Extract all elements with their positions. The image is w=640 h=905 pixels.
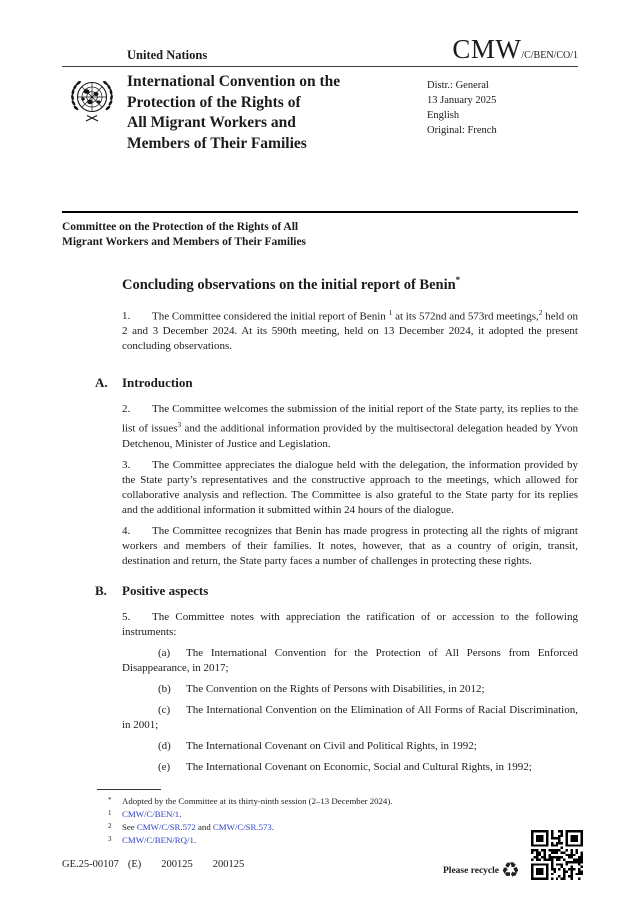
- paragraph-2: 2. The Committee welcomes the submission of the initial report of the State party, its replies to the list of issues$^3$ and the additional information provided by the multisectoral delegation headed by Yvon Detchenou, Minister of Justice and Legislation.: [122, 403, 578, 451]
- document-footer-id: [62, 859, 244, 870]
- footer-code: 200125: [212, 859, 245, 870]
- document-symbol-suffix: /C/BEN/CO/1: [521, 50, 578, 61]
- footnote-2: $^2$ See CMW/C/SR.572 and CMW/C/SR.573.: [108, 822, 275, 832]
- footnote-marker: 2: [108, 822, 112, 830]
- footnote-marker: 1: [108, 809, 112, 817]
- footnote-ref-3: 3: [177, 420, 182, 430]
- footnote-doc-link[interactable]: CMW/C/BEN/1: [122, 809, 180, 819]
- list-item-d: (d) The International Covenant on Civil and Political Rights, in 1992;: [158, 740, 477, 753]
- convention-title-line: Members of Their Families: [127, 134, 307, 152]
- title-footnote-ref: *: [455, 275, 461, 285]
- list-item-marker: (e): [158, 761, 171, 774]
- footer-code: 200125: [161, 859, 193, 870]
- footnote-1: $^1$ CMW/C/BEN/1.: [108, 809, 182, 819]
- footnote-3: $^3$ CMW/C/BEN/RQ/1.: [108, 835, 197, 845]
- original-language-line: Original: French: [427, 125, 497, 136]
- section-heading-b: [95, 583, 578, 599]
- ge-number: GE.25-00107: [62, 859, 119, 870]
- footnote-marker: 3: [108, 835, 112, 843]
- paragraph-number: 1.: [122, 310, 131, 323]
- paragraph-number: 2.: [122, 403, 131, 416]
- qr-code: [531, 830, 583, 880]
- committee-name-line: Migrant Workers and Members of Their Families: [62, 235, 307, 248]
- section-title: Positive aspects: [122, 583, 209, 599]
- convention-title: [127, 72, 385, 154]
- header-main: [0, 67, 640, 154]
- section-letter: B.: [95, 583, 107, 599]
- header-top-row: [0, 0, 640, 63]
- list-item-marker: (a): [158, 647, 171, 660]
- distr-line: Distr.: General: [427, 80, 489, 91]
- footnote-separator-rule: [97, 789, 161, 790]
- list-item-c: (c) The International Convention on the Elimination of All Forms of Racial Discrimination, in 2001;: [122, 704, 578, 732]
- convention-title-line: All Migrant Workers and: [127, 114, 296, 131]
- footnotes: [97, 789, 527, 846]
- list-item-marker: (c): [158, 704, 171, 717]
- section-letter: A.: [95, 375, 108, 391]
- recycle-label: Please recycle: [443, 865, 499, 876]
- footnote-marker: *: [108, 796, 112, 804]
- list-item-a: (a) The International Convention for the Protection of All Persons from Enforced Disappearance, in 2017;: [122, 647, 578, 675]
- page-title: Concluding observations on the initial report of Benin*: [122, 275, 461, 293]
- committee-name-line: Committee on the Protection of the Rights of All: [62, 221, 299, 233]
- paragraph-4: 4. The Committee recognizes that Benin has made progress in protecting all the rights of migrant workers and members of their families. It notes, however, that as a country of origin, transit, destination and return, the State party faces a number of challenges in protecting these rights.: [122, 525, 578, 568]
- distribution-info: [427, 72, 497, 154]
- list-item-marker: (b): [158, 683, 171, 696]
- footnote-ref-2: 2: [538, 307, 543, 317]
- un-emblem-icon: [66, 74, 118, 126]
- paragraph-number: 4.: [122, 525, 131, 538]
- footnote-doc-link[interactable]: CMW/C/BEN/RQ/1: [122, 835, 194, 845]
- org-name: United Nations: [127, 48, 208, 62]
- section-title: Introduction: [122, 375, 193, 391]
- paragraph-3: 3. The Committee appreciates the dialogue held with the delegation, the information provided by the State party’s representatives and the constructive approach to the meetings, which allowed for collaborative analysis and reflection. The Committee is also grateful to the State party for its replies and the additional information it submitted within 24 hours of the dialogue.: [122, 459, 578, 517]
- committee-name: [0, 213, 640, 249]
- paragraph-number: 3.: [122, 459, 131, 472]
- footnote-ref-1: 1: [388, 307, 393, 317]
- list-item-e: (e) The International Covenant on Economic, Social and Cultural Rights, in 1992;: [158, 761, 532, 774]
- footnote-star: * Adopted by the Committee at its thirty-ninth session (2–13 December 2024).: [108, 796, 393, 806]
- document-symbol-main: CMW: [452, 34, 522, 64]
- document-symbol: [452, 36, 578, 63]
- footnote-doc-link[interactable]: CMW/C/SR.572: [136, 822, 196, 832]
- paragraph-5: 5. The Committee notes with appreciation the ratification of or accession to the following instruments:: [122, 611, 578, 639]
- section-heading-a: [95, 375, 578, 391]
- list-item-b: (b) The Convention on the Rights of Persons with Disabilities, in 2012;: [158, 683, 485, 696]
- date-line: 13 January 2025: [427, 95, 497, 106]
- recycle-notice: [443, 860, 520, 881]
- paragraph-1: 1. The Committee considered the initial report of Benin $^1$ at its 572nd and 573rd meetings,$^2$ held on 2 and 3 December 2024. At its 590th meeting, held on 13 December 2024, it adopted the present concluding observations.: [122, 307, 579, 353]
- paragraph-number: 5.: [122, 611, 131, 624]
- language-code: (E): [127, 859, 142, 870]
- language-line: English: [427, 110, 460, 121]
- list-item-marker: (d): [158, 740, 171, 753]
- convention-title-line: Protection of the Rights of: [127, 93, 301, 111]
- convention-title-line: International Convention on the: [127, 73, 341, 90]
- recycle-icon: ♻: [501, 858, 520, 882]
- footnote-doc-link[interactable]: CMW/C/SR.573: [212, 822, 272, 832]
